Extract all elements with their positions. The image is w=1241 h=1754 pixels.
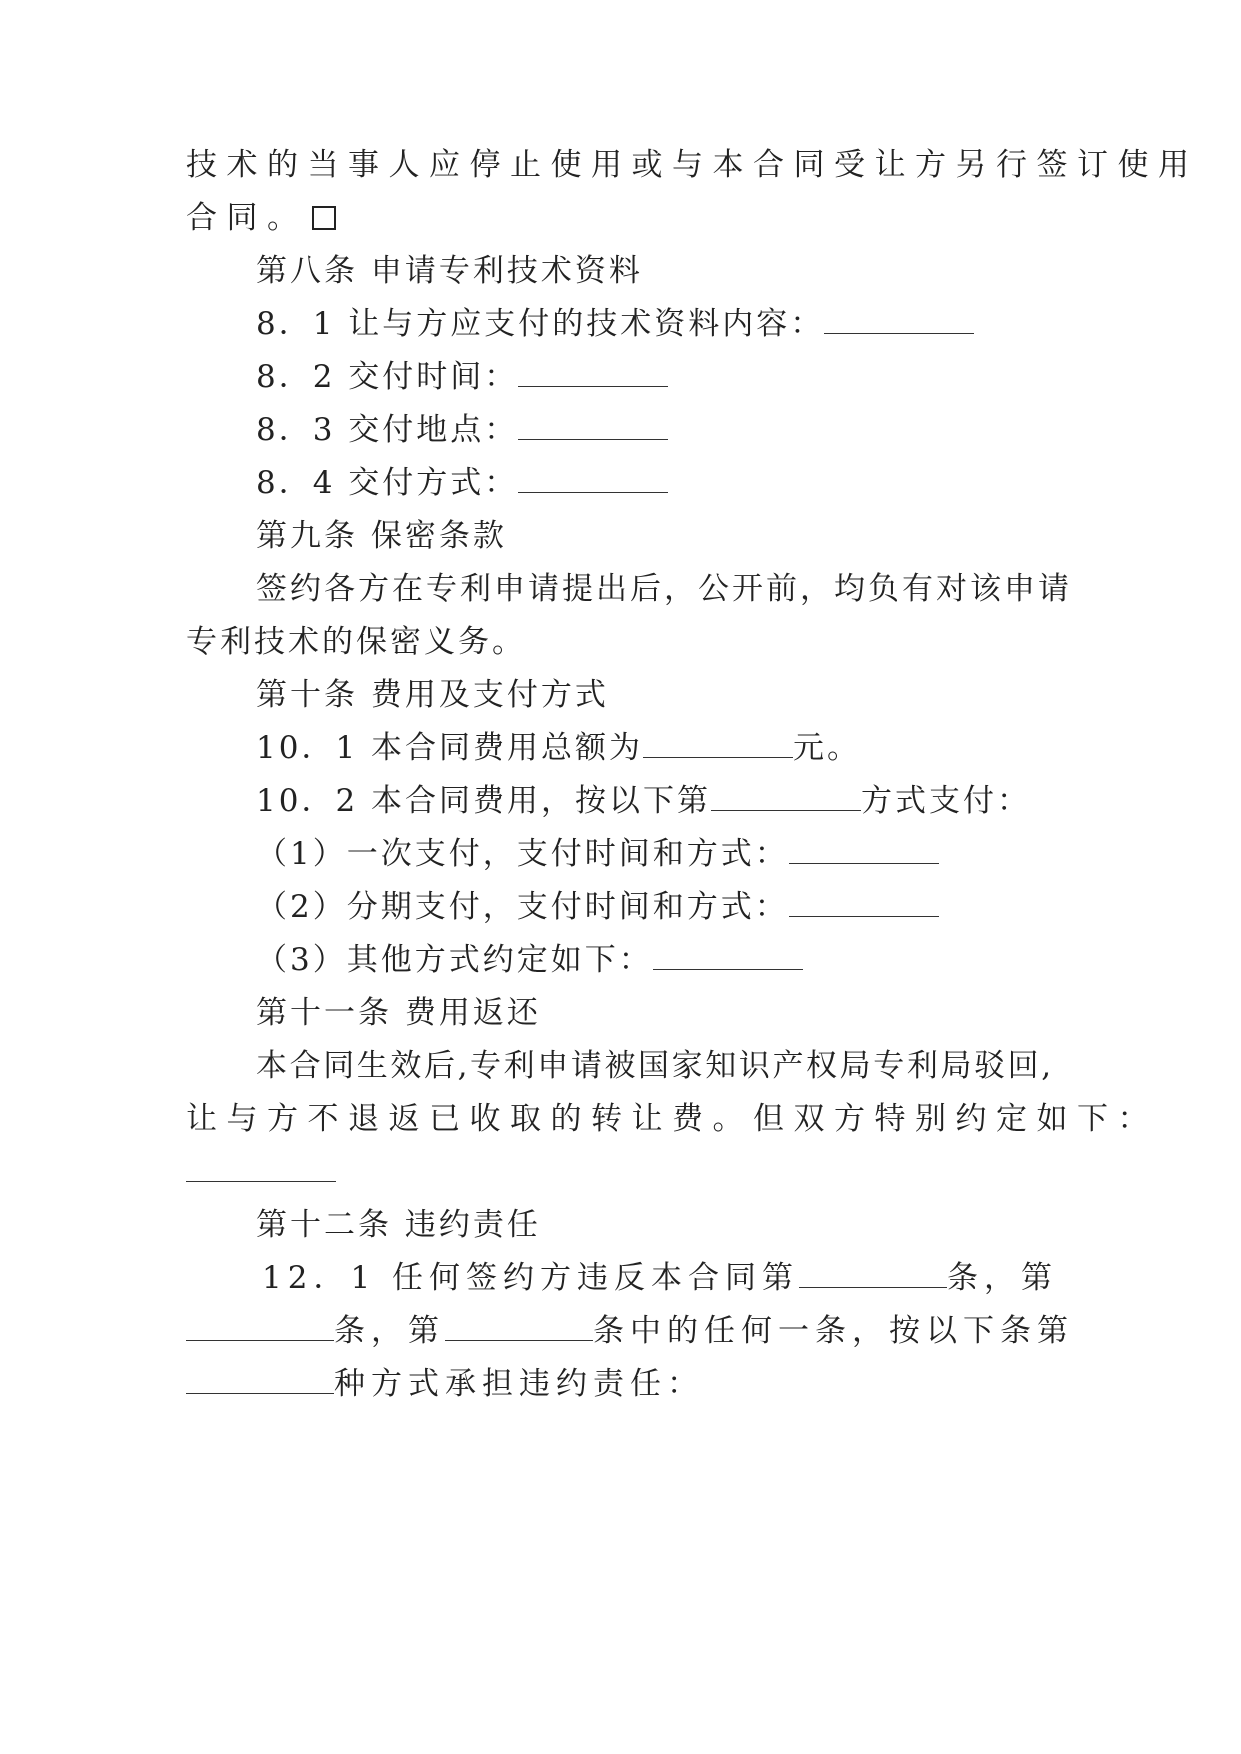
clause-8-2: 8．2 交付时间： <box>256 357 668 397</box>
blank-field[interactable] <box>711 782 861 811</box>
section-heading-12: 第十二条 违约责任 <box>256 1207 541 1243</box>
paragraph-line: 专利技术的保密义务。 <box>186 624 526 660</box>
clause-12-1: 12．1 任何签约方违反本合同第 条，第 <box>262 1260 1059 1296</box>
section-heading-10: 第十条 费用及支付方式 <box>256 677 609 713</box>
clause-10-1: 10．1 本合同费用总额为 元。 <box>256 730 862 766</box>
blank-field[interactable] <box>789 888 939 917</box>
option-2: （2）分期支付，支付时间和方式： <box>256 887 939 927</box>
blank-field[interactable] <box>653 941 803 970</box>
option-1: （1）一次支付，支付时间和方式： <box>256 834 939 874</box>
blank-field[interactable] <box>518 358 668 387</box>
blank-field[interactable] <box>789 835 939 864</box>
paragraph-line: 条，第 条中的任何一条，按以下条第 <box>186 1311 1074 1351</box>
clause-8-1: 8．1 让与方应支付的技术资料内容： <box>256 304 974 344</box>
paragraph-line: 本合同生效后,专利申请被国家知识产权局专利局驳回, <box>256 1048 1054 1084</box>
paragraph-line: 合同。 <box>186 198 336 238</box>
section-heading-11: 第十一条 费用返还 <box>256 995 541 1031</box>
blank-field[interactable] <box>186 1365 334 1394</box>
section-heading-8: 第八条 申请专利技术资料 <box>256 253 643 289</box>
paragraph-line: 让与方不退返已收取的转让费。但双方特别约定如下： <box>186 1101 1158 1137</box>
blank-field[interactable] <box>445 1312 593 1341</box>
blank-field[interactable] <box>518 464 668 493</box>
option-3: （3）其他方式约定如下： <box>256 940 803 980</box>
clause-10-2: 10．2 本合同费用，按以下第 方式支付： <box>256 783 1032 819</box>
blank-field[interactable] <box>824 305 974 334</box>
blank-line <box>186 1152 336 1192</box>
paragraph-line: 技术的当事人应停止使用或与本合同受让方另行签订使用 <box>186 147 1199 183</box>
section-heading-9: 第九条 保密条款 <box>256 518 507 554</box>
paragraph-line: 种方式承担违约责任： <box>186 1364 704 1404</box>
blank-field[interactable] <box>643 729 793 758</box>
blank-field[interactable] <box>518 411 668 440</box>
blank-field[interactable] <box>186 1312 334 1341</box>
clause-8-3: 8．3 交付地点： <box>256 410 668 450</box>
blank-field[interactable] <box>186 1153 336 1182</box>
paragraph-line: 签约各方在专利申请提出后，公开前，均负有对该申请 <box>256 571 1072 607</box>
blank-field[interactable] <box>799 1259 947 1288</box>
checkbox-icon <box>312 206 336 230</box>
clause-8-4: 8．4 交付方式： <box>256 463 668 503</box>
